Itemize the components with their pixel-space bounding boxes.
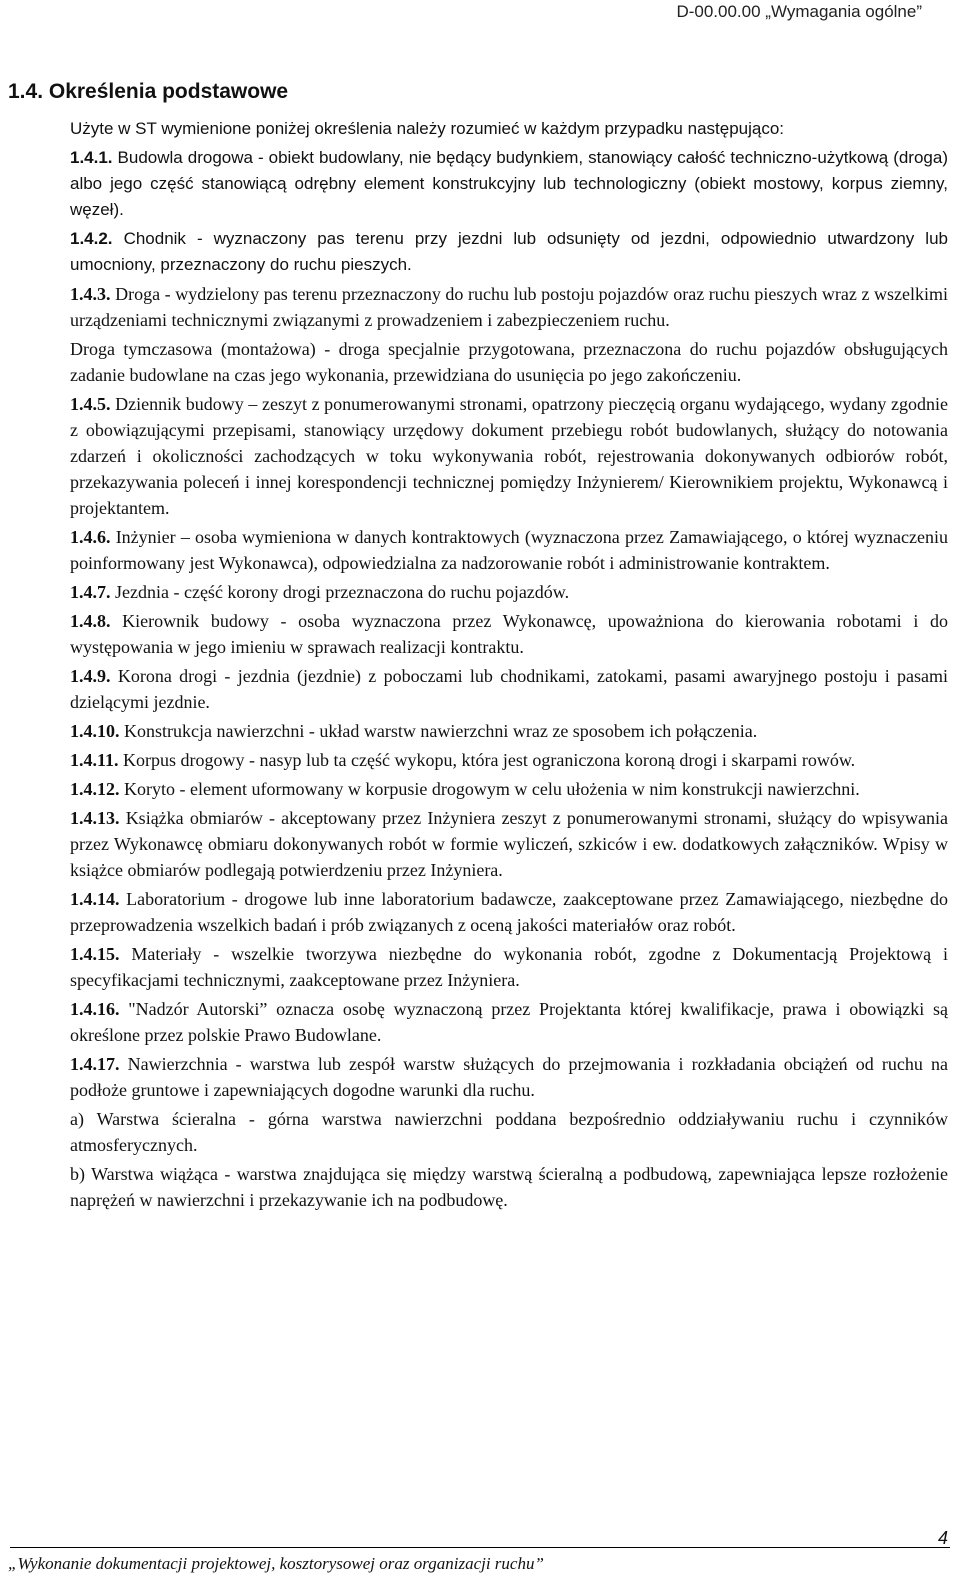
definition-paragraph bbox=[70, 1051, 948, 1103]
definition-paragraph bbox=[70, 718, 948, 744]
definition-text: Dziennik budowy – zeszyt z ponumerowanymi stronami, opatrzony pieczęcią organu wydającego, wydany zgodnie z obowiązującymi przepisami, stanowiący urzędowy dokument przebiegu robót budowlanych, służący do notowania zdarzeń i okoliczności zachodzących w toku wykonywania robót, rejestrowania dokonywanych odbiorów robót, przekazywania poleceń i innej korespondencji technicznej pomiędzy Inżynierem/ Kierownikiem projektu, Wykonawcą i projektantem. bbox=[70, 394, 948, 518]
definition-text: Korpus drogowy - nasyp lub ta część wykopu, która jest ograniczona koroną drogi i skarpami rowów. bbox=[123, 750, 856, 770]
definition-number: 1.4.15. bbox=[70, 944, 120, 964]
document-body bbox=[70, 116, 948, 1216]
definition-number: 1.4.14. bbox=[70, 889, 120, 909]
definition-paragraph bbox=[70, 886, 948, 938]
definition-text: b) Warstwa wiążąca - warstwa znajdująca się między warstwą ścieralną a podbudową, zapewniająca lepsze rozłożenie naprężeń w nawierzchni i przekazywanie ich na podbudowę. bbox=[70, 1164, 948, 1210]
definition-subitem bbox=[70, 1106, 948, 1158]
definition-paragraph bbox=[70, 226, 948, 278]
definition-paragraph bbox=[70, 608, 948, 660]
definition-text: Koryto - element uformowany w korpusie drogowym w celu ułożenia w nim konstrukcji nawierzchni. bbox=[124, 779, 860, 799]
definition-number: 1.4.13. bbox=[70, 808, 120, 828]
definition-paragraph bbox=[70, 145, 948, 223]
footer-text: „Wykonanie dokumentacji projektowej, kosztorysowej oraz organizacji ruchu” bbox=[8, 1554, 544, 1573]
definition-number: 1.4.3. bbox=[70, 284, 111, 304]
definition-text: "Nadzór Autorski” oznacza osobę wyznaczoną przez Projektanta której kwalifikacje, prawa i obowiązki są określone przez polskie Prawo Budowlane. bbox=[70, 999, 949, 1045]
definition-number: 1.4.16. bbox=[70, 999, 120, 1019]
definition-paragraph bbox=[70, 391, 948, 521]
definition-paragraph bbox=[70, 579, 948, 605]
definition-text: Nawierzchnia - warstwa lub zespół warstw służących do przejmowania i rozkładania obciążeń od ruchu na podłoże gruntowe i zapewniających dogodne warunki dla ruchu. bbox=[70, 1054, 949, 1100]
definition-number: 1.4.12. bbox=[70, 779, 120, 799]
definition-paragraph bbox=[70, 663, 948, 715]
definition-number: 1.4.9. bbox=[70, 666, 111, 686]
definition-paragraph bbox=[70, 996, 948, 1048]
definition-paragraph bbox=[70, 805, 948, 883]
definition-text: Konstrukcja nawierzchni - układ warstw nawierzchni wraz ze sposobem ich połączenia. bbox=[124, 721, 758, 741]
definition-paragraph bbox=[70, 747, 948, 773]
intro-paragraph: Użyte w ST wymienione poniżej określenia należy rozumieć w każdym przypadku następująco: bbox=[70, 119, 785, 138]
definition-number: 1.4.10. bbox=[70, 721, 120, 741]
definition-text: Droga - wydzielony pas terenu przeznaczony do ruchu lub postoju pojazdów oraz ruchu pieszych wraz z wszelkimi urządzeniami technicznymi związanymi z prowadzeniem i zabezpieczeniem ruchu. bbox=[70, 284, 948, 330]
definition-text: Droga tymczasowa (montażowa) - droga specjalnie przygotowana, przeznaczona do ruchu pojazdów obsługujących zadanie budowlane na czas jego wykonania, przewidziana do usunięcia po jego zakończeniu. bbox=[70, 339, 948, 385]
definition-text: Książka obmiarów - akceptowany przez Inżyniera zeszyt z ponumerowanymi stronami, służący do wpisywania przez Wykonawcę obmiaru dokonywanych robót w formie wyliczeń, szkiców i ew. dodatkowych załączników. Wpisy w książce obmiarów podlegają potwierdzeniu przez Inżyniera. bbox=[70, 808, 949, 880]
definition-text: Budowla drogowa - obiekt budowlany, nie będący budynkiem, stanowiący całość techniczno-użytkową (droga) albo jego część stanowiącą odrębny element konstrukcyjny lub technologiczny (obiekt mostowy, korpus ziemny, węzeł). bbox=[70, 148, 948, 219]
definition-paragraph bbox=[70, 524, 948, 576]
definition-text: Korona drogi - jezdnia (jezdnie) z poboczami lub chodnikami, zatokami, pasami awaryjnego postoju i pasami dzielącymi jezdnie. bbox=[70, 666, 948, 712]
definition-number: 1.4.17. bbox=[70, 1054, 120, 1074]
definition-paragraph bbox=[70, 941, 948, 993]
definition-subitem bbox=[70, 1161, 948, 1213]
definition-number: 1.4.7. bbox=[70, 582, 111, 602]
definition-number: 1.4.1. bbox=[70, 148, 113, 167]
definition-text: a) Warstwa ścieralna - górna warstwa nawierzchni poddana bezpośrednio oddziaływaniu ruchu i czynników atmosferycznych. bbox=[70, 1109, 948, 1155]
footer-divider bbox=[10, 1547, 950, 1548]
definition-number: 1.4.2. bbox=[70, 229, 113, 248]
definition-number: 1.4.11. bbox=[70, 750, 119, 770]
document-header: D-00.00.00 „Wymagania ogólne” bbox=[676, 2, 922, 21]
page-number: 4 bbox=[937, 1528, 948, 1548]
definition-text: Laboratorium - drogowe lub inne laboratorium badawcze, zaakceptowane przez Zamawiającego, niezbędne do przeprowadzenia wszelkich badań i prób związanych z oceną jakości materiałów oraz robót. bbox=[70, 889, 948, 935]
definition-text: Chodnik - wyznaczony pas terenu przy jezdni lub odsunięty od jezdni, odpowiednio utwardzony lub umocniony, przeznaczony do ruchu pieszych. bbox=[70, 229, 948, 274]
definition-text: Materiały - wszelkie tworzywa niezbędne do wykonania robót, zgodne z Dokumentacją Projektową i specyfikacjami technicznymi, zaakceptowane przez Inżyniera. bbox=[70, 944, 948, 990]
definition-number: 1.4.5. bbox=[70, 394, 111, 414]
definition-number: 1.4.8. bbox=[70, 611, 111, 631]
definition-paragraph bbox=[70, 776, 948, 802]
definition-paragraph bbox=[70, 281, 948, 333]
definition-paragraph bbox=[70, 336, 948, 388]
definition-text: Kierownik budowy - osoba wyznaczona przez Wykonawcę, upoważniona do kierowania robotami i do występowania w jego imieniu w sprawach realizacji kontraktu. bbox=[70, 611, 948, 657]
definition-text: Jezdnia - część korony drogi przeznaczona do ruchu pojazdów. bbox=[115, 582, 570, 602]
definition-number: 1.4.6. bbox=[70, 527, 111, 547]
section-title: 1.4. Określenia podstawowe bbox=[8, 80, 289, 103]
definition-text: Inżynier – osoba wymieniona w danych kontraktowych (wyznaczona przez Zamawiającego, o której wyznaczeniu poinformowany jest Wykonawca), odpowiedzialna za nadzorowanie robót i administrowanie kontraktem. bbox=[70, 527, 948, 573]
